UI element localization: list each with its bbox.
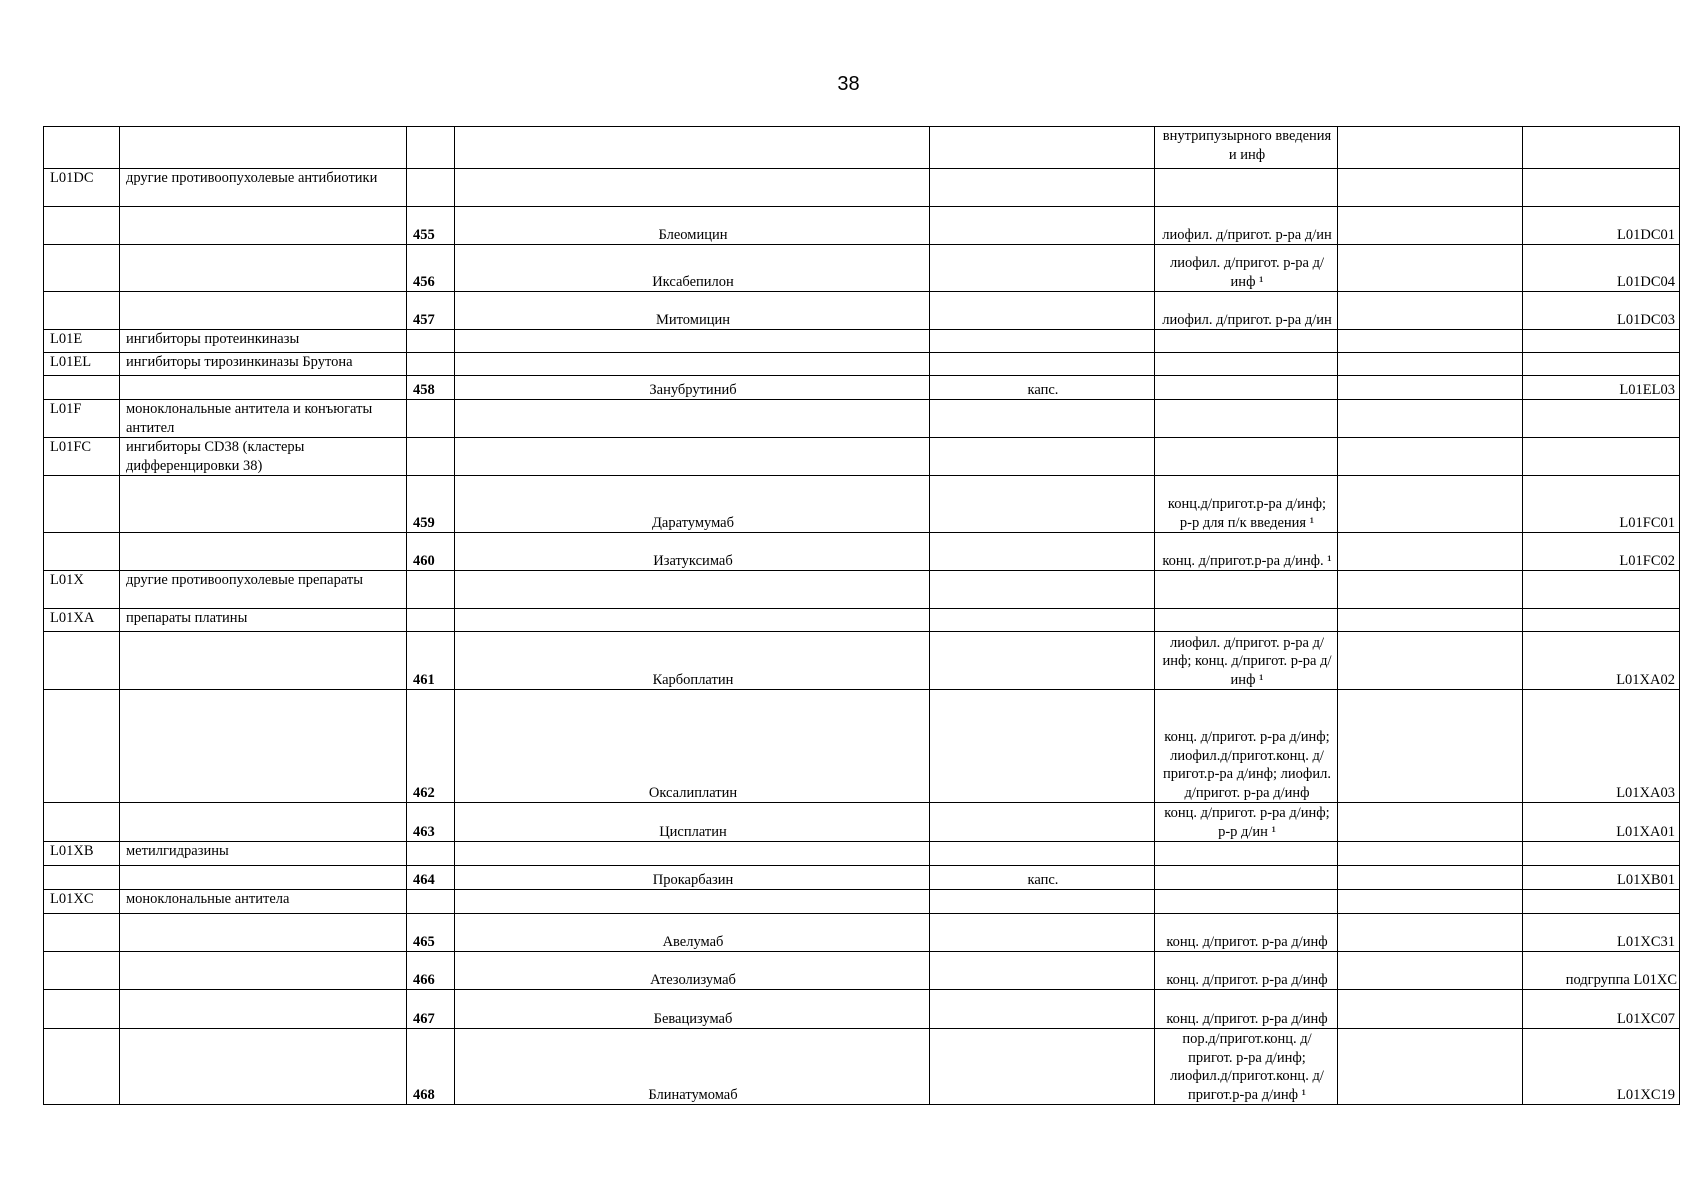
dosage-form-cell [930, 207, 1155, 245]
dose-form-cell: конц. д/пригот. р-ра д/инф [1155, 914, 1338, 952]
item-number-cell: 459 [407, 476, 455, 533]
atc-group-code-cell: L01XC [44, 890, 120, 914]
drug-row [44, 866, 1680, 890]
drug-row [44, 990, 1680, 1029]
group-name-cell [120, 292, 407, 330]
atc-code-cell: L01FC01 [1523, 476, 1680, 533]
drug-name-cell [455, 842, 930, 866]
drug-table [43, 126, 1680, 1105]
extra-cell [1338, 609, 1523, 632]
atc-code-cell: L01DC01 [1523, 207, 1680, 245]
dose-form-cell [1155, 169, 1338, 207]
atc-group-code-cell [44, 476, 120, 533]
atc-group-code-cell: L01X [44, 571, 120, 609]
dosage-form-cell [930, 632, 1155, 690]
group-name-cell [120, 914, 407, 952]
dosage-form-cell [930, 169, 1155, 207]
drug-name-cell: Блеомицин [455, 207, 930, 245]
extra-cell [1338, 353, 1523, 376]
dosage-form-cell [930, 1029, 1155, 1105]
drug-row [44, 533, 1680, 571]
drug-name-cell [455, 400, 930, 438]
extra-cell [1338, 533, 1523, 571]
group-row [44, 330, 1680, 353]
extra-cell [1338, 330, 1523, 353]
item-number-cell: 463 [407, 803, 455, 842]
group-row [44, 571, 1680, 609]
atc-group-code-cell [44, 207, 120, 245]
group-name-cell [120, 690, 407, 803]
atc-code-cell [1523, 438, 1680, 476]
dose-form-cell: пор.д/пригот.конц. д/пригот. р-ра д/инф; лиофил.д/пригот.конц. д/пригот.р-ра д/инф ¹ [1155, 1029, 1338, 1105]
extra-cell [1338, 127, 1523, 169]
drug-name-cell [455, 353, 930, 376]
extra-cell [1338, 842, 1523, 866]
drug-name-cell: Занубрутиниб [455, 376, 930, 400]
drug-name-cell [455, 127, 930, 169]
atc-code-cell [1523, 571, 1680, 609]
extra-cell [1338, 952, 1523, 990]
group-name-cell: другие противоопухолевые антибиотики [120, 169, 407, 207]
group-name-cell: моноклональные антитела [120, 890, 407, 914]
group-row [44, 353, 1680, 376]
extra-cell [1338, 571, 1523, 609]
group-name-cell [120, 245, 407, 292]
atc-group-code-cell: L01FC [44, 438, 120, 476]
atc-code-cell: L01FC02 [1523, 533, 1680, 571]
dosage-form-cell [930, 952, 1155, 990]
drug-row [44, 1029, 1680, 1105]
item-number-cell [407, 890, 455, 914]
drug-name-cell [455, 330, 930, 353]
group-name-cell [120, 207, 407, 245]
item-number-cell [407, 571, 455, 609]
group-name-cell: препараты платины [120, 609, 407, 632]
dose-form-cell: внутрипузырного введения и инф [1155, 127, 1338, 169]
atc-code-cell: L01XA02 [1523, 632, 1680, 690]
extra-cell [1338, 245, 1523, 292]
drug-row [44, 632, 1680, 690]
group-name-cell: моноклональные антитела и конъюгаты антител [120, 400, 407, 438]
extra-cell [1338, 803, 1523, 842]
item-number-cell: 460 [407, 533, 455, 571]
dose-form-cell: конц. д/пригот. р-ра д/инф; р-р д/ин ¹ [1155, 803, 1338, 842]
extra-cell [1338, 438, 1523, 476]
drug-row [44, 376, 1680, 400]
atc-group-code-cell: L01XA [44, 609, 120, 632]
dosage-form-cell: капс. [930, 376, 1155, 400]
item-number-cell: 456 [407, 245, 455, 292]
atc-code-cell [1523, 353, 1680, 376]
dose-form-cell [1155, 571, 1338, 609]
dosage-form-cell [930, 890, 1155, 914]
group-row [44, 842, 1680, 866]
dosage-form-cell [930, 571, 1155, 609]
group-name-cell [120, 476, 407, 533]
atc-group-code-cell: L01XB [44, 842, 120, 866]
drug-row [44, 952, 1680, 990]
atc-code-cell: L01XC31 [1523, 914, 1680, 952]
dosage-form-cell: капс. [930, 866, 1155, 890]
extra-cell [1338, 990, 1523, 1029]
dosage-form-cell [930, 353, 1155, 376]
extra-cell [1338, 476, 1523, 533]
extra-cell [1338, 376, 1523, 400]
item-number-cell: 464 [407, 866, 455, 890]
item-number-cell: 467 [407, 990, 455, 1029]
drug-row [44, 914, 1680, 952]
group-name-cell: ингибиторы CD38 (кластеры дифференцировки 38) [120, 438, 407, 476]
dose-form-cell [1155, 438, 1338, 476]
item-number-cell: 458 [407, 376, 455, 400]
atc-group-code-cell: L01EL [44, 353, 120, 376]
group-row [44, 400, 1680, 438]
group-name-cell: ингибиторы тирозинкиназы Брутона [120, 353, 407, 376]
atc-group-code-cell: L01DC [44, 169, 120, 207]
dosage-form-cell [930, 127, 1155, 169]
table-body [44, 127, 1680, 1105]
atc-code-cell [1523, 169, 1680, 207]
atc-code-cell: L01EL03 [1523, 376, 1680, 400]
dose-form-cell: конц. д/пригот. р-ра д/инф [1155, 952, 1338, 990]
dose-form-cell: лиофил. д/пригот. р-ра д/ин [1155, 292, 1338, 330]
extra-cell [1338, 690, 1523, 803]
dose-form-cell [1155, 330, 1338, 353]
drug-row [44, 476, 1680, 533]
item-number-cell [407, 842, 455, 866]
group-name-cell [120, 952, 407, 990]
dose-form-cell: конц. д/пригот. р-ра д/инф; лиофил.д/пригот.конц. д/пригот.р-ра д/инф; лиофил. д/пригот. р-ра д/инф [1155, 690, 1338, 803]
atc-group-code-cell [44, 803, 120, 842]
atc-code-cell [1523, 890, 1680, 914]
atc-group-code-cell [44, 632, 120, 690]
atc-code-cell [1523, 400, 1680, 438]
extra-cell [1338, 169, 1523, 207]
drug-name-cell [455, 169, 930, 207]
atc-group-code-cell [44, 866, 120, 890]
group-name-cell [120, 127, 407, 169]
atc-code-cell: L01XA01 [1523, 803, 1680, 842]
dose-form-cell: лиофил. д/пригот. р-ра д/инф ¹ [1155, 245, 1338, 292]
group-name-cell [120, 1029, 407, 1105]
drug-name-cell: Бевацизумаб [455, 990, 930, 1029]
group-row [44, 609, 1680, 632]
dosage-form-cell [930, 476, 1155, 533]
dose-form-cell: конц. д/пригот.р-ра д/инф. ¹ [1155, 533, 1338, 571]
dosage-form-cell [930, 245, 1155, 292]
drug-name-cell [455, 890, 930, 914]
drug-row [44, 127, 1680, 169]
extra-cell [1338, 866, 1523, 890]
atc-group-code-cell [44, 990, 120, 1029]
group-row [44, 890, 1680, 914]
extra-cell [1338, 890, 1523, 914]
dose-form-cell [1155, 842, 1338, 866]
drug-name-cell: Митомицин [455, 292, 930, 330]
atc-group-code-cell [44, 690, 120, 803]
atc-code-cell: L01XB01 [1523, 866, 1680, 890]
atc-group-code-cell [44, 1029, 120, 1105]
dosage-form-cell [930, 609, 1155, 632]
atc-group-code-cell [44, 376, 120, 400]
atc-code-cell: подгруппа L01XC [1523, 952, 1680, 990]
group-name-cell [120, 803, 407, 842]
drug-name-cell: Цисплатин [455, 803, 930, 842]
drug-name-cell: Карбоплатин [455, 632, 930, 690]
dose-form-cell [1155, 890, 1338, 914]
item-number-cell: 468 [407, 1029, 455, 1105]
dosage-form-cell [930, 842, 1155, 866]
item-number-cell: 462 [407, 690, 455, 803]
atc-code-cell: L01XC07 [1523, 990, 1680, 1029]
drug-name-cell: Изатуксимаб [455, 533, 930, 571]
atc-code-cell [1523, 842, 1680, 866]
dosage-form-cell [930, 438, 1155, 476]
dosage-form-cell [930, 803, 1155, 842]
drug-name-cell [455, 571, 930, 609]
extra-cell [1338, 207, 1523, 245]
item-number-cell [407, 400, 455, 438]
item-number-cell: 465 [407, 914, 455, 952]
atc-code-cell [1523, 609, 1680, 632]
group-name-cell: другие противоопухолевые препараты [120, 571, 407, 609]
extra-cell [1338, 1029, 1523, 1105]
atc-code-cell: L01DC04 [1523, 245, 1680, 292]
dose-form-cell: конц. д/пригот. р-ра д/инф [1155, 990, 1338, 1029]
extra-cell [1338, 632, 1523, 690]
drug-row [44, 292, 1680, 330]
group-row [44, 169, 1680, 207]
dose-form-cell: лиофил. д/пригот. р-ра д/инф; конц. д/пригот. р-ра д/инф ¹ [1155, 632, 1338, 690]
dose-form-cell [1155, 609, 1338, 632]
item-number-cell [407, 353, 455, 376]
item-number-cell: 457 [407, 292, 455, 330]
dosage-form-cell [930, 990, 1155, 1029]
item-number-cell: 466 [407, 952, 455, 990]
extra-cell [1338, 400, 1523, 438]
group-name-cell [120, 866, 407, 890]
atc-group-code-cell [44, 292, 120, 330]
drug-name-cell: Прокарбазин [455, 866, 930, 890]
item-number-cell [407, 169, 455, 207]
drug-row [44, 207, 1680, 245]
group-name-cell [120, 376, 407, 400]
atc-group-code-cell [44, 952, 120, 990]
item-number-cell: 455 [407, 207, 455, 245]
extra-cell [1338, 292, 1523, 330]
group-name-cell [120, 990, 407, 1029]
drug-name-cell: Атезолизумаб [455, 952, 930, 990]
extra-cell [1338, 914, 1523, 952]
group-name-cell: ингибиторы протеинкиназы [120, 330, 407, 353]
atc-code-cell [1523, 330, 1680, 353]
dose-form-cell: конц.д/пригот.р-ра д/инф; р-р для п/к введения ¹ [1155, 476, 1338, 533]
dosage-form-cell [930, 400, 1155, 438]
dosage-form-cell [930, 292, 1155, 330]
atc-code-cell: L01DC03 [1523, 292, 1680, 330]
drug-name-cell: Даратумумаб [455, 476, 930, 533]
group-name-cell [120, 632, 407, 690]
drug-row [44, 690, 1680, 803]
atc-code-cell: L01XC19 [1523, 1029, 1680, 1105]
drug-name-cell: Авелумаб [455, 914, 930, 952]
item-number-cell [407, 609, 455, 632]
dosage-form-cell [930, 330, 1155, 353]
atc-code-cell [1523, 127, 1680, 169]
drug-name-cell [455, 438, 930, 476]
group-row [44, 438, 1680, 476]
drug-name-cell: Блинатумомаб [455, 1029, 930, 1105]
dosage-form-cell [930, 533, 1155, 571]
dose-form-cell [1155, 400, 1338, 438]
dose-form-cell [1155, 376, 1338, 400]
dose-form-cell [1155, 353, 1338, 376]
group-name-cell [120, 533, 407, 571]
item-number-cell: 461 [407, 632, 455, 690]
item-number-cell [407, 330, 455, 353]
atc-group-code-cell [44, 914, 120, 952]
page-number: 38 [837, 73, 860, 95]
dosage-form-cell [930, 914, 1155, 952]
dose-form-cell: лиофил. д/пригот. р-ра д/ин [1155, 207, 1338, 245]
drug-row [44, 245, 1680, 292]
atc-group-code-cell [44, 245, 120, 292]
item-number-cell [407, 438, 455, 476]
group-name-cell: метилгидразины [120, 842, 407, 866]
atc-group-code-cell: L01E [44, 330, 120, 353]
dosage-form-cell [930, 690, 1155, 803]
atc-group-code-cell [44, 533, 120, 571]
drug-row [44, 803, 1680, 842]
dose-form-cell [1155, 866, 1338, 890]
drug-name-cell [455, 609, 930, 632]
atc-group-code-cell: L01F [44, 400, 120, 438]
atc-code-cell: L01XA03 [1523, 690, 1680, 803]
atc-group-code-cell [44, 127, 120, 169]
drug-name-cell: Оксалиплатин [455, 690, 930, 803]
drug-name-cell: Иксабепилон [455, 245, 930, 292]
item-number-cell [407, 127, 455, 169]
